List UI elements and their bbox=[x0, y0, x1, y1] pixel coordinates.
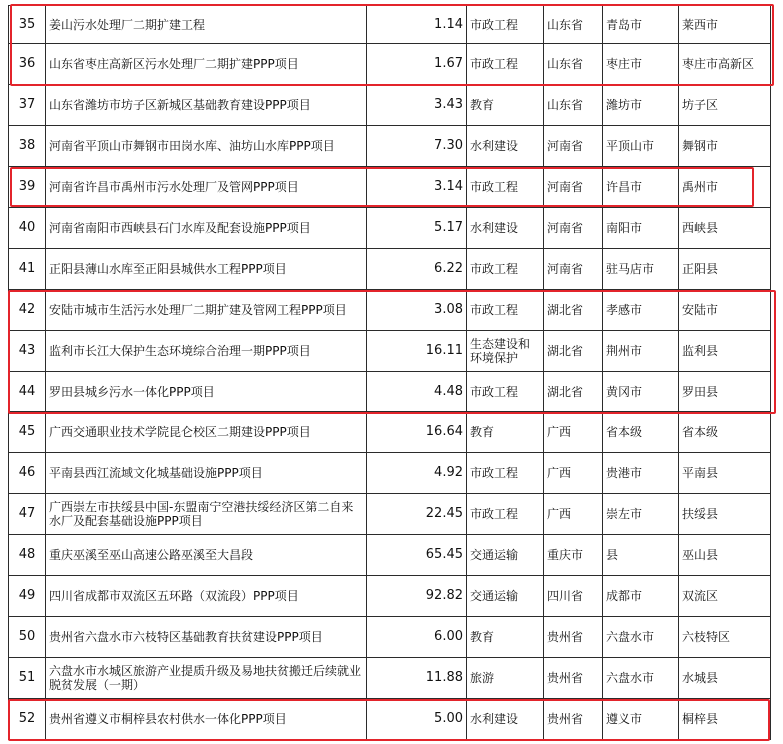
table-row bbox=[9, 167, 771, 208]
table-row bbox=[9, 453, 771, 494]
province-cell: 广西 bbox=[544, 412, 603, 453]
industry-category-cell: 生态建设和环境保护 bbox=[467, 331, 544, 372]
project-name-cell: 六盘水市水城区旅游产业提质升级及易地扶贫搬迁后续就业脱贫发展（一期） bbox=[46, 658, 367, 699]
investment-amount-cell: 6.22 bbox=[367, 249, 467, 290]
project-table bbox=[8, 5, 771, 740]
city-cell: 县 bbox=[603, 535, 679, 576]
city-cell: 南阳市 bbox=[603, 208, 679, 249]
county-cell: 安陆市 bbox=[679, 290, 771, 331]
project-name-cell: 广西崇左市扶绥县中国-东盟南宁空港扶绥经济区第二自来水厂及配套基础设施PPP项目 bbox=[46, 494, 367, 535]
table-row bbox=[9, 44, 771, 85]
table-row bbox=[9, 208, 771, 249]
industry-category-cell: 市政工程 bbox=[467, 167, 544, 208]
county-cell: 监利县 bbox=[679, 331, 771, 372]
row-number-cell: 39 bbox=[9, 167, 46, 208]
table-row bbox=[9, 6, 771, 44]
row-number-cell: 36 bbox=[9, 44, 46, 85]
county-cell: 扶绥县 bbox=[679, 494, 771, 535]
table-row bbox=[9, 372, 771, 412]
table-row bbox=[9, 331, 771, 372]
investment-amount-cell: 1.67 bbox=[367, 44, 467, 85]
table-row bbox=[9, 85, 771, 126]
county-cell: 巫山县 bbox=[679, 535, 771, 576]
city-cell: 孝感市 bbox=[603, 290, 679, 331]
investment-amount-cell: 6.00 bbox=[367, 617, 467, 658]
industry-category-cell: 交通运输 bbox=[467, 535, 544, 576]
row-number-cell: 51 bbox=[9, 658, 46, 699]
county-cell: 舞钢市 bbox=[679, 126, 771, 167]
province-cell: 四川省 bbox=[544, 576, 603, 617]
row-number-cell: 46 bbox=[9, 453, 46, 494]
industry-category-cell: 市政工程 bbox=[467, 249, 544, 290]
county-cell: 省本级 bbox=[679, 412, 771, 453]
row-number-cell: 47 bbox=[9, 494, 46, 535]
project-name-cell: 广西交通职业技术学院昆仑校区二期建设PPP项目 bbox=[46, 412, 367, 453]
industry-category-cell: 市政工程 bbox=[467, 6, 544, 44]
city-cell: 荆州市 bbox=[603, 331, 679, 372]
county-cell: 双流区 bbox=[679, 576, 771, 617]
project-name-cell: 山东省潍坊市坊子区新城区基础教育建设PPP项目 bbox=[46, 85, 367, 126]
table-row bbox=[9, 249, 771, 290]
industry-category-cell: 水利建设 bbox=[467, 208, 544, 249]
project-name-cell: 正阳县薄山水库至正阳县城供水工程PPP项目 bbox=[46, 249, 367, 290]
row-number-cell: 49 bbox=[9, 576, 46, 617]
industry-category-cell: 教育 bbox=[467, 617, 544, 658]
investment-amount-cell: 11.88 bbox=[367, 658, 467, 699]
project-name-cell: 河南省平顶山市舞钢市田岗水库、油坊山水库PPP项目 bbox=[46, 126, 367, 167]
investment-amount-cell: 1.14 bbox=[367, 6, 467, 44]
table-row bbox=[9, 494, 771, 535]
county-cell: 枣庄市高新区 bbox=[679, 44, 771, 85]
city-cell: 青岛市 bbox=[603, 6, 679, 44]
city-cell: 平顶山市 bbox=[603, 126, 679, 167]
row-number-cell: 35 bbox=[9, 6, 46, 44]
project-name-cell: 贵州省六盘水市六枝特区基础教育扶贫建设PPP项目 bbox=[46, 617, 367, 658]
province-cell: 广西 bbox=[544, 494, 603, 535]
county-cell: 六枝特区 bbox=[679, 617, 771, 658]
row-number-cell: 37 bbox=[9, 85, 46, 126]
table-row bbox=[9, 290, 771, 331]
city-cell: 成都市 bbox=[603, 576, 679, 617]
province-cell: 河南省 bbox=[544, 208, 603, 249]
row-number-cell: 42 bbox=[9, 290, 46, 331]
row-number-cell: 40 bbox=[9, 208, 46, 249]
industry-category-cell: 水利建设 bbox=[467, 126, 544, 167]
project-name-cell: 贵州省遵义市桐梓县农村供水一体化PPP项目 bbox=[46, 699, 367, 740]
industry-category-cell: 市政工程 bbox=[467, 44, 544, 85]
province-cell: 广西 bbox=[544, 453, 603, 494]
city-cell: 六盘水市 bbox=[603, 658, 679, 699]
investment-amount-cell: 16.64 bbox=[367, 412, 467, 453]
province-cell: 湖北省 bbox=[544, 331, 603, 372]
table-row bbox=[9, 699, 771, 740]
project-name-cell: 姜山污水处理厂二期扩建工程 bbox=[46, 6, 367, 44]
row-number-cell: 45 bbox=[9, 412, 46, 453]
investment-amount-cell: 65.45 bbox=[367, 535, 467, 576]
investment-amount-cell: 22.45 bbox=[367, 494, 467, 535]
county-cell: 西峡县 bbox=[679, 208, 771, 249]
province-cell: 湖北省 bbox=[544, 372, 603, 412]
investment-amount-cell: 4.48 bbox=[367, 372, 467, 412]
table-row bbox=[9, 126, 771, 167]
industry-category-cell: 市政工程 bbox=[467, 453, 544, 494]
investment-amount-cell: 3.14 bbox=[367, 167, 467, 208]
city-cell: 崇左市 bbox=[603, 494, 679, 535]
city-cell: 许昌市 bbox=[603, 167, 679, 208]
project-name-cell: 监利市长江大保护生态环境综合治理一期PPP项目 bbox=[46, 331, 367, 372]
city-cell: 枣庄市 bbox=[603, 44, 679, 85]
county-cell: 水城县 bbox=[679, 658, 771, 699]
project-name-cell: 四川省成都市双流区五环路（双流段）PPP项目 bbox=[46, 576, 367, 617]
project-name-cell: 河南省许昌市禹州市污水处理厂及管网PPP项目 bbox=[46, 167, 367, 208]
county-cell: 罗田县 bbox=[679, 372, 771, 412]
project-name-cell: 安陆市城市生活污水处理厂二期扩建及管网工程PPP项目 bbox=[46, 290, 367, 331]
table-row bbox=[9, 658, 771, 699]
project-name-cell: 罗田县城乡污水一体化PPP项目 bbox=[46, 372, 367, 412]
investment-amount-cell: 5.17 bbox=[367, 208, 467, 249]
industry-category-cell: 教育 bbox=[467, 85, 544, 126]
investment-amount-cell: 16.11 bbox=[367, 331, 467, 372]
province-cell: 河南省 bbox=[544, 249, 603, 290]
county-cell: 正阳县 bbox=[679, 249, 771, 290]
row-number-cell: 50 bbox=[9, 617, 46, 658]
table-row bbox=[9, 412, 771, 453]
province-cell: 河南省 bbox=[544, 167, 603, 208]
city-cell: 省本级 bbox=[603, 412, 679, 453]
project-name-cell: 重庆巫溪至巫山高速公路巫溪至大昌段 bbox=[46, 535, 367, 576]
province-cell: 重庆市 bbox=[544, 535, 603, 576]
investment-amount-cell: 4.92 bbox=[367, 453, 467, 494]
investment-amount-cell: 5.00 bbox=[367, 699, 467, 740]
county-cell: 坊子区 bbox=[679, 85, 771, 126]
city-cell: 驻马店市 bbox=[603, 249, 679, 290]
project-name-cell: 山东省枣庄高新区污水处理厂二期扩建PPP项目 bbox=[46, 44, 367, 85]
industry-category-cell: 水利建设 bbox=[467, 699, 544, 740]
county-cell: 桐梓县 bbox=[679, 699, 771, 740]
industry-category-cell: 教育 bbox=[467, 412, 544, 453]
province-cell: 贵州省 bbox=[544, 617, 603, 658]
city-cell: 六盘水市 bbox=[603, 617, 679, 658]
city-cell: 潍坊市 bbox=[603, 85, 679, 126]
industry-category-cell: 市政工程 bbox=[467, 290, 544, 331]
investment-amount-cell: 3.43 bbox=[367, 85, 467, 126]
province-cell: 贵州省 bbox=[544, 658, 603, 699]
project-name-cell: 平南县西江流域文化城基础设施PPP项目 bbox=[46, 453, 367, 494]
table-row bbox=[9, 617, 771, 658]
industry-category-cell: 旅游 bbox=[467, 658, 544, 699]
industry-category-cell: 市政工程 bbox=[467, 372, 544, 412]
investment-amount-cell: 3.08 bbox=[367, 290, 467, 331]
province-cell: 山东省 bbox=[544, 6, 603, 44]
row-number-cell: 43 bbox=[9, 331, 46, 372]
row-number-cell: 52 bbox=[9, 699, 46, 740]
county-cell: 莱西市 bbox=[679, 6, 771, 44]
county-cell: 禹州市 bbox=[679, 167, 771, 208]
industry-category-cell: 交通运输 bbox=[467, 576, 544, 617]
investment-amount-cell: 92.82 bbox=[367, 576, 467, 617]
row-number-cell: 44 bbox=[9, 372, 46, 412]
investment-amount-cell: 7.30 bbox=[367, 126, 467, 167]
table-row bbox=[9, 576, 771, 617]
province-cell: 山东省 bbox=[544, 44, 603, 85]
table-row bbox=[9, 535, 771, 576]
project-table-body bbox=[9, 6, 771, 740]
county-cell: 平南县 bbox=[679, 453, 771, 494]
city-cell: 贵港市 bbox=[603, 453, 679, 494]
city-cell: 遵义市 bbox=[603, 699, 679, 740]
project-name-cell: 河南省南阳市西峡县石门水库及配套设施PPP项目 bbox=[46, 208, 367, 249]
province-cell: 湖北省 bbox=[544, 290, 603, 331]
province-cell: 山东省 bbox=[544, 85, 603, 126]
row-number-cell: 41 bbox=[9, 249, 46, 290]
province-cell: 贵州省 bbox=[544, 699, 603, 740]
row-number-cell: 38 bbox=[9, 126, 46, 167]
province-cell: 河南省 bbox=[544, 126, 603, 167]
city-cell: 黄冈市 bbox=[603, 372, 679, 412]
row-number-cell: 48 bbox=[9, 535, 46, 576]
industry-category-cell: 市政工程 bbox=[467, 494, 544, 535]
